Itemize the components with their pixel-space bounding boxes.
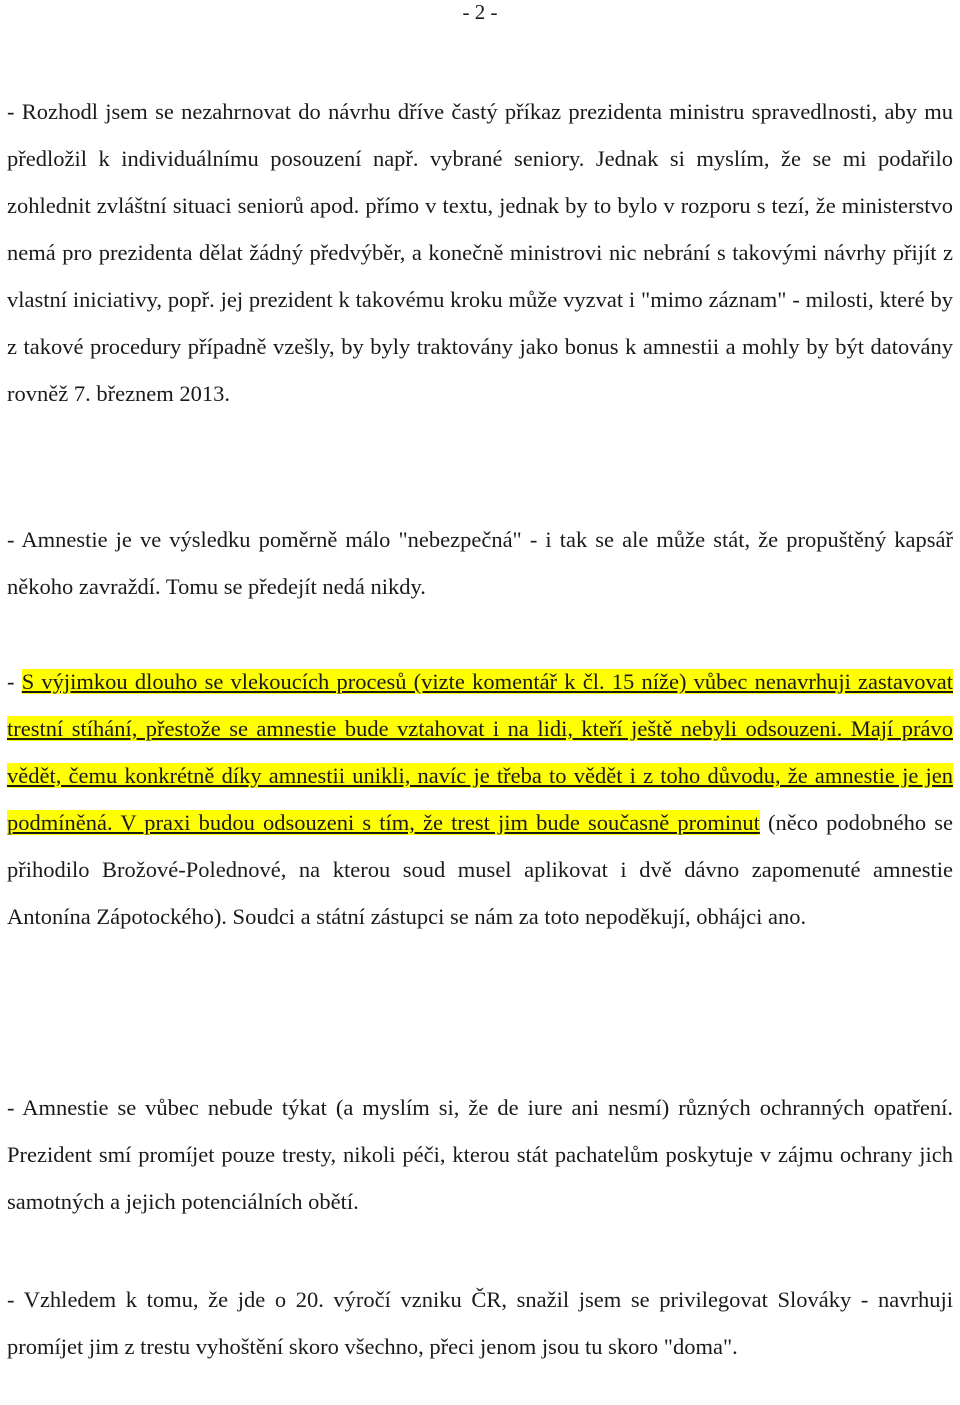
paragraph-continuation: (něco podobného se přihodilo Brožové-Polednové, na kterou soud musel aplikovat i dvě dávno zapomenuté amnestie Antonína Zápotockého). Soudci a státní zástupci se nám za toto nepoděkují, obhájci ano. bbox=[7, 810, 953, 929]
paragraph-criminal-proceedings bbox=[7, 658, 953, 940]
paragraph-slovaks: - Vzhledem k tomu, že jde o 20. výročí vzniku ČR, snažil jsem se privilegovat Slováky - navrhuji promíjet jim z trestu vyhoštění skoro všechno, přeci jenom jsou tu skoro "doma". bbox=[7, 1287, 953, 1359]
page-number: - 2 - bbox=[462, 0, 498, 24]
paragraph-prefix: - bbox=[7, 669, 22, 694]
paragraph-amnesty-risk: - Amnestie je ve výsledku poměrně málo "nebezpečná" - i tak se ale může stát, že propuštěný kapsář někoho zavraždí. Tomu se předejít nedá nikdy. bbox=[7, 527, 953, 599]
paragraph-senior-selection: - Rozhodl jsem se nezahrnovat do návrhu dříve častý příkaz prezidenta ministru spravedlnosti, aby mu předložil k individuálnímu posouzení např. vybrané seniory. Jednak si myslím, že se mi podařilo zohlednit zvláštní situaci seniorů apod. přímo v textu, jednak by to bylo v rozporu s tezí, že ministerstvo nemá pro prezidenta dělat žádný předvýběr, a konečně ministrovi nic nebrání s takovými návrhy přijít z vlastní iniciativy, popř. jej prezident k takovému kroku může vyzvat i "mimo záznam" - milosti, které by z takové procedury případně vzešly, by byly traktovány jako bonus k amnestii a mohly by být datovány rovněž 7. březnem 2013. bbox=[7, 99, 953, 406]
highlighted-text: S výjimkou dlouho se vlekoucích procesů (vizte komentář k čl. 15 níže) vůbec nenavrhuji zastavovat trestní stíhání, přestože se amnestie bude vztahovat i na lidi, kteří ještě nebyli odsouzeni. Mají právo vědět, čemu konkrétně díky amnestii unikli, navíc je třeba to vědět i z toho důvodu, že amnestie je jen podmíněná. V praxi budou odsouzeni s tím, že trest jim bude současně prominut bbox=[7, 669, 953, 835]
paragraph-protective-measures: - Amnestie se vůbec nebude týkat (a myslím si, že de iure ani nesmí) různých ochranných opatření. Prezident smí promíjet pouze tresty, nikoli péči, kterou stát pachatelům poskytuje v zájmu ochrany jich samotných a jejich potenciálních obětí. bbox=[7, 1095, 953, 1214]
